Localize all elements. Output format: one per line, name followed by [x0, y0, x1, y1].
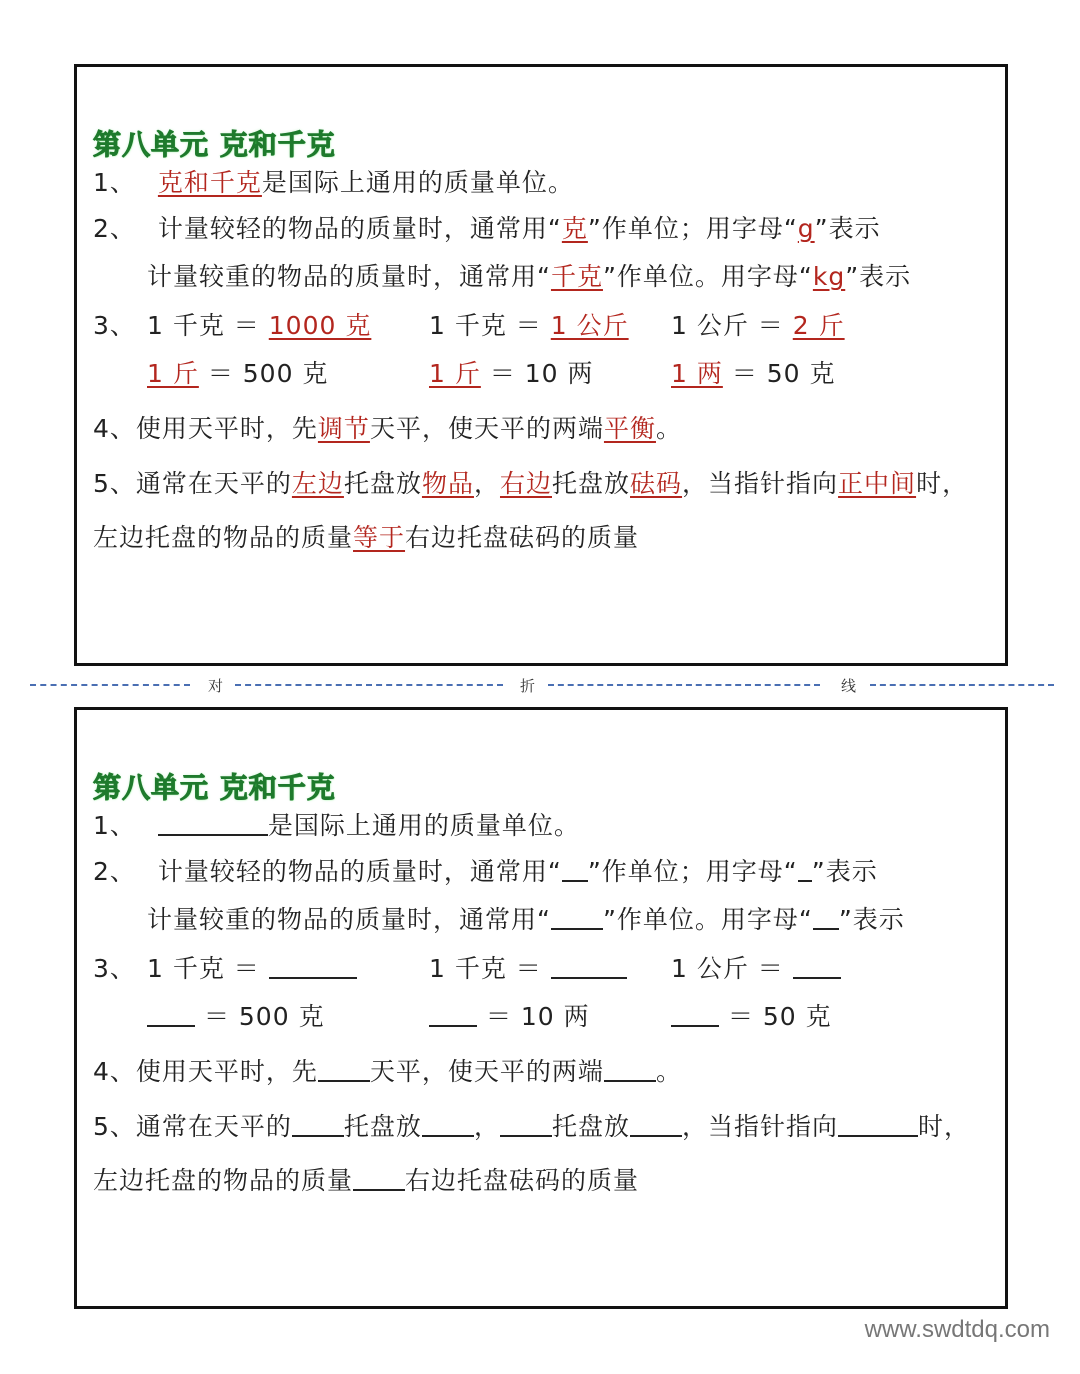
answer-blank[interactable] — [158, 810, 268, 836]
fold-dash — [235, 684, 503, 686]
fold-line — [30, 675, 1054, 695]
question-3b-col3: ＝ 50 克 — [671, 1001, 832, 1033]
answer-blank[interactable] — [813, 904, 839, 930]
question-3b-col1: ＝ 500 克 — [147, 1001, 325, 1033]
answer-blank[interactable] — [353, 1165, 405, 1191]
answer-blank[interactable] — [562, 856, 588, 882]
unit-title: 第八单元 克和千克 — [93, 128, 336, 161]
answer-text: 2 斤 — [792, 311, 845, 340]
question-5a: 5、通常在天平的 托盘放 ， 托盘放 ，当指针指向 时， — [93, 1112, 970, 1141]
answer-blank[interactable] — [318, 1056, 370, 1082]
answer-text: 1 斤 — [147, 359, 199, 388]
answer-blank[interactable] — [500, 1111, 552, 1137]
question-5a: 5、通常在天平的左边托盘放物品，右边托盘放砝码，当指针指向正中间时， — [93, 469, 969, 498]
answer-text: 正中间 — [838, 469, 917, 498]
answer-text: 克 — [561, 214, 588, 243]
question-4: 4、使用天平时，先 天平，使天平的两端 。 — [93, 1057, 682, 1086]
watermark-url: www.swdtdq.com — [864, 1316, 1050, 1343]
question-3a-col2: 1 千克 ＝ — [429, 953, 627, 985]
question-3a-col1: 1 千克 ＝ — [147, 953, 357, 985]
answer-blank[interactable] — [671, 1001, 719, 1027]
fold-dash — [870, 684, 1054, 686]
question-3b-col2: 1 斤 ＝ 10 两 — [429, 359, 594, 388]
question-5b: 左边托盘的物品的质量 右边托盘砝码的质量 — [93, 1166, 640, 1195]
answer-text: 1000 克 — [268, 311, 372, 340]
question-2a: 2、 计量较轻的物品的质量时，通常用“克”作单位；用字母“g”表示 — [93, 214, 881, 243]
answer-blank[interactable] — [604, 1056, 656, 1082]
fold-dash — [30, 684, 190, 686]
answer-text: 1 两 — [671, 359, 723, 388]
question-4: 4、使用天平时，先调节天平，使天平的两端平衡。 — [93, 414, 682, 443]
answer-blank[interactable] — [630, 1111, 682, 1137]
answer-text: 1 斤 — [429, 359, 481, 388]
question-1: 1、 克和千克是国际上通用的质量单位。 — [93, 168, 574, 197]
fold-dash — [548, 684, 820, 686]
answer-text: kg — [812, 262, 846, 291]
question-3a-col3: 1 公斤 ＝ — [671, 953, 841, 985]
unit-title: 第八单元 克和千克 — [93, 771, 336, 804]
answer-text: 千克 — [550, 262, 603, 291]
question-3b-col1: 1 斤 ＝ 500 克 — [147, 359, 329, 388]
answer-text: 平衡 — [603, 414, 656, 443]
answer-blank[interactable] — [551, 953, 627, 979]
answer-blank[interactable] — [422, 1111, 474, 1137]
answer-blank[interactable] — [429, 1001, 477, 1027]
question-3a-col3: 1 公斤 ＝ 2 斤 — [671, 311, 845, 340]
question-2a: 2、 计量较轻的物品的质量时，通常用“ ”作单位；用字母“ ”表示 — [93, 857, 878, 886]
fold-char: 线 — [841, 677, 857, 695]
question-3b-col3: 1 两 ＝ 50 克 — [671, 359, 836, 388]
answer-blank[interactable] — [292, 1111, 344, 1137]
answer-blank[interactable] — [551, 904, 603, 930]
answer-blank[interactable] — [793, 953, 841, 979]
answer-text: 等于 — [353, 523, 406, 552]
answer-blank[interactable] — [838, 1111, 918, 1137]
answer-blank[interactable] — [269, 953, 357, 979]
question-2b: 计量较重的物品的质量时，通常用“ ”作单位。用字母“ ”表示 — [147, 905, 905, 934]
answer-text: 砝码 — [630, 469, 683, 498]
answer-text: g — [797, 214, 815, 243]
question-3-num: 3、 — [93, 954, 136, 983]
answer-text: 调节 — [317, 414, 370, 443]
worksheet-card — [74, 707, 1008, 1309]
question-2b: 计量较重的物品的质量时，通常用“千克”作单位。用字母“kg”表示 — [147, 262, 912, 291]
question-1: 1、 是国际上通用的质量单位。 — [93, 811, 580, 840]
answer-text: 物品 — [421, 469, 474, 498]
answer-text: 右边 — [499, 469, 552, 498]
question-5b: 左边托盘的物品的质量等于右边托盘砝码的质量 — [93, 523, 640, 552]
question-3a-col2: 1 千克 ＝ 1 公斤 — [429, 311, 629, 340]
question-3-num: 3、 — [93, 311, 136, 340]
fold-char: 折 — [520, 677, 536, 695]
answer-text: 左边 — [291, 469, 344, 498]
answer-text: 1 公斤 — [550, 311, 629, 340]
answer-text: 克和千克 — [157, 168, 262, 197]
question-3b-col2: ＝ 10 两 — [429, 1001, 590, 1033]
answer-blank[interactable] — [147, 1001, 195, 1027]
answer-blank[interactable] — [798, 856, 812, 882]
question-3a-col1: 1 千克 ＝ 1000 克 — [147, 311, 372, 340]
answer-card — [74, 64, 1008, 666]
fold-char: 对 — [208, 677, 224, 695]
